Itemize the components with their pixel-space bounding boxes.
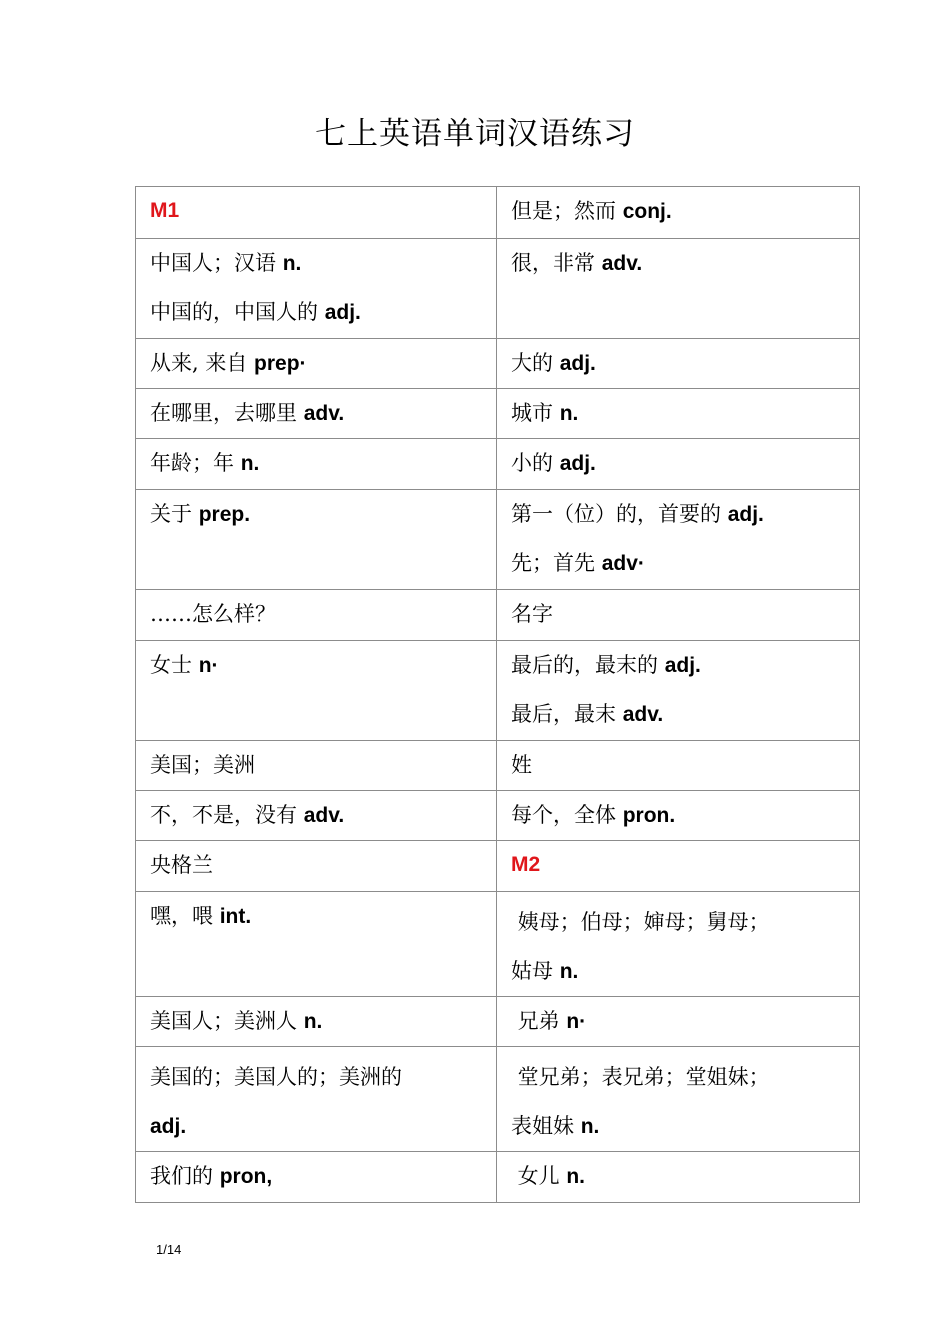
table-row [136, 590, 860, 641]
page-number: 1/14 [156, 1242, 182, 1257]
table-cell-right [497, 892, 860, 997]
table-row [136, 1152, 860, 1203]
table-cell-right [497, 1152, 860, 1203]
vocab-entry [511, 997, 853, 1046]
part-of-speech: n. [566, 1165, 586, 1188]
chinese-meaning: 姑母 [511, 959, 560, 983]
chinese-meaning: 美国的；美国人的；美洲的 [150, 1065, 402, 1089]
table-row [136, 339, 860, 389]
chinese-meaning: 最后，最末 [511, 702, 623, 726]
vocab-entry [150, 641, 490, 690]
chinese-meaning: ……怎么样？ [150, 602, 276, 626]
chinese-meaning: 从来, 来自 [150, 351, 255, 375]
vocab-entry [511, 490, 853, 539]
table-cell-left [136, 741, 497, 791]
part-of-speech: adj. [559, 452, 596, 475]
vocab-entry [150, 997, 490, 1046]
table-cell-left [136, 339, 497, 389]
table-cell-right [497, 439, 860, 490]
part-of-speech: pron. [622, 804, 676, 827]
table-cell-right [497, 997, 860, 1047]
table-row [136, 439, 860, 490]
part-of-speech: adj. [664, 654, 701, 677]
part-of-speech: conj. [622, 200, 672, 223]
table-row [136, 791, 860, 841]
part-of-speech: adv. [622, 703, 664, 726]
table-row [136, 741, 860, 791]
table-cell-left [136, 1152, 497, 1203]
table-cell-left [136, 641, 497, 741]
table-row [136, 187, 860, 239]
vocab-entry [150, 741, 490, 790]
chinese-meaning: 很，非常 [511, 251, 602, 275]
chinese-meaning: 第一（位）的，首要的 [511, 502, 728, 526]
chinese-meaning: 名字 [511, 602, 553, 626]
vocabulary-table [135, 186, 860, 1203]
part-of-speech: int. [219, 905, 252, 928]
table-row [136, 641, 860, 741]
vocab-entry [511, 1102, 853, 1151]
chinese-meaning: 堂兄弟；表兄弟；堂姐妹； [511, 1065, 770, 1089]
vocab-entry [150, 439, 490, 488]
table-cell-right [497, 339, 860, 389]
module-heading: M2 [511, 853, 541, 876]
vocab-entry [511, 947, 853, 996]
part-of-speech: n· [198, 654, 219, 677]
vocab-entry [511, 1053, 853, 1102]
part-of-speech: n· [566, 1010, 587, 1033]
vocab-entry [511, 1152, 853, 1201]
vocab-entry [511, 239, 853, 288]
chinese-meaning: 嘿，喂 [150, 904, 220, 928]
vocab-entry [511, 898, 853, 947]
chinese-meaning: 姓 [511, 753, 532, 777]
part-of-speech: adj. [727, 503, 764, 526]
table-row [136, 490, 860, 590]
chinese-meaning: 中国的，中国人的 [150, 300, 325, 324]
vocab-entry [150, 841, 490, 890]
chinese-meaning: 城市 [511, 401, 560, 425]
table-row [136, 1047, 860, 1152]
chinese-meaning: 每个，全体 [511, 803, 623, 827]
table-cell-right [497, 239, 860, 339]
table-cell-left [136, 439, 497, 490]
part-of-speech: n. [303, 1010, 323, 1033]
table-row [136, 892, 860, 997]
vocab-entry [150, 590, 490, 639]
chinese-meaning: 先；首先 [511, 551, 602, 575]
part-of-speech: prep· [254, 352, 307, 375]
part-of-speech: adj. [150, 1115, 187, 1138]
vocab-entry [511, 590, 853, 639]
vocab-entry [150, 1053, 490, 1102]
table-cell-right [497, 590, 860, 641]
vocab-entry [150, 490, 490, 539]
chinese-meaning: 但是；然而 [511, 199, 623, 223]
page-title: 七上英语单词汉语练习 [315, 116, 635, 152]
table-cell-right [497, 841, 860, 892]
table-cell-left [136, 590, 497, 641]
table-cell-right [497, 490, 860, 590]
chinese-meaning: 年龄；年 [150, 451, 241, 475]
part-of-speech: adv. [303, 402, 345, 425]
table-cell-left [136, 389, 497, 439]
table-row [136, 997, 860, 1047]
chinese-meaning: 在哪里，去哪里 [150, 401, 304, 425]
table-cell-right [497, 741, 860, 791]
vocab-entry [511, 741, 853, 790]
vocab-entry [511, 791, 853, 840]
chinese-meaning: 女士 [150, 653, 199, 677]
table-cell-left [136, 490, 497, 590]
chinese-meaning: 大的 [511, 351, 560, 375]
chinese-meaning: 美国；美洲 [150, 753, 255, 777]
chinese-meaning: 小的 [511, 451, 560, 475]
table-cell-left [136, 239, 497, 339]
part-of-speech: adj. [559, 352, 596, 375]
vocab-entry [511, 539, 853, 588]
table-cell-right [497, 1047, 860, 1152]
vocab-entry [150, 1102, 490, 1151]
part-of-speech: n. [240, 452, 260, 475]
table-row [136, 239, 860, 339]
part-of-speech: adv. [601, 252, 643, 275]
vocab-entry [150, 239, 490, 288]
vocab-entry [150, 892, 490, 941]
vocab-entry [511, 641, 853, 690]
vocab-entry [511, 187, 853, 236]
vocab-entry [511, 389, 853, 438]
chinese-meaning: 中国人；汉语 [150, 251, 283, 275]
chinese-meaning: 兄弟 [511, 1009, 567, 1033]
table-row [136, 841, 860, 892]
part-of-speech: adv· [601, 552, 645, 575]
part-of-speech: adj. [324, 301, 361, 324]
table-row [136, 389, 860, 439]
vocab-entry [150, 1152, 490, 1201]
vocab-entry [150, 339, 490, 388]
chinese-meaning: 最后的，最末的 [511, 653, 665, 677]
table-cell-left [136, 791, 497, 841]
table-cell-right [497, 791, 860, 841]
chinese-meaning: 姨母；伯母；婶母；舅母； [511, 910, 770, 934]
table-cell-left [136, 892, 497, 997]
table-cell-right [497, 389, 860, 439]
part-of-speech: adv. [303, 804, 345, 827]
part-of-speech: n. [282, 252, 302, 275]
part-of-speech: prep. [198, 503, 251, 526]
part-of-speech: pron, [219, 1165, 273, 1188]
vocab-entry [150, 389, 490, 438]
table-cell-left [136, 1047, 497, 1152]
table-cell-left [136, 187, 497, 239]
chinese-meaning: 表姐妹 [511, 1114, 581, 1138]
table-cell-right [497, 641, 860, 741]
chinese-meaning: 央格兰 [150, 853, 213, 877]
vocab-entry [511, 439, 853, 488]
part-of-speech: n. [580, 1115, 600, 1138]
vocab-entry [150, 791, 490, 840]
chinese-meaning: 我们的 [150, 1164, 220, 1188]
part-of-speech: n. [559, 402, 579, 425]
chinese-meaning: 不，不是，没有 [150, 803, 304, 827]
chinese-meaning: 关于 [150, 502, 199, 526]
part-of-speech: n. [559, 960, 579, 983]
table-cell-left [136, 841, 497, 892]
vocab-entry [150, 288, 490, 337]
vocab-entry [511, 339, 853, 388]
table-cell-right [497, 187, 860, 239]
vocab-entry [511, 690, 853, 739]
chinese-meaning: 女儿 [511, 1164, 567, 1188]
table-cell-left [136, 997, 497, 1047]
module-heading: M1 [150, 199, 180, 222]
chinese-meaning: 美国人；美洲人 [150, 1009, 304, 1033]
